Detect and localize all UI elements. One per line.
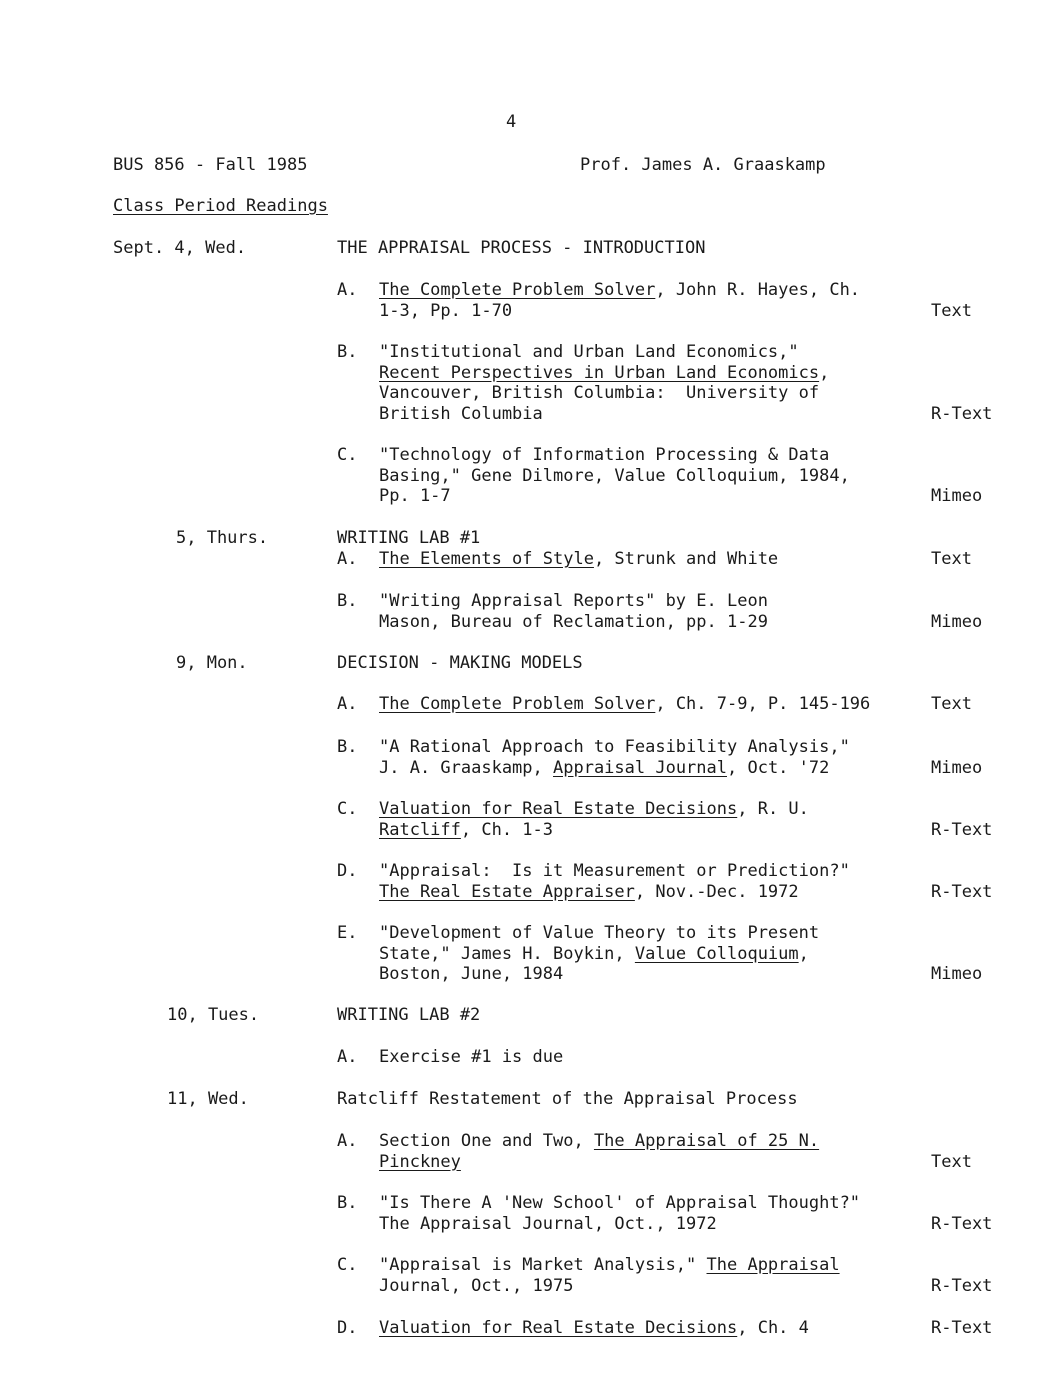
reading-type: R-Text (931, 1213, 993, 1234)
reading-type: Text (931, 300, 972, 321)
reading-type: Text (931, 1151, 972, 1172)
item-letter: C. (337, 445, 358, 465)
reading-type: Text (931, 694, 972, 714)
reading-reference (379, 923, 819, 985)
reference-text: , Ch. 7-9, P. 145-196 (655, 694, 871, 714)
reference-line (379, 861, 850, 882)
session-topic: WRITING LAB #1 (337, 528, 481, 548)
reading-type: R-Text (931, 1318, 993, 1338)
session-topic: WRITING LAB #2 (337, 1005, 481, 1025)
reference-line (379, 1152, 819, 1173)
course-title: BUS 856 - Fall 1985 (113, 155, 308, 175)
reading-reference (379, 1255, 840, 1296)
page-number: 4 (506, 112, 517, 132)
reference-line (379, 342, 829, 363)
item-letter: E. (337, 923, 358, 943)
reference-text: J. A. Graaskamp, (379, 757, 553, 778)
reference-title: The Complete Problem Solver (379, 694, 656, 714)
session-topic: DECISION - MAKING MODELS (337, 653, 583, 673)
reference-text: Exercise #1 is due (379, 1047, 564, 1067)
reading-reference (379, 549, 778, 570)
reference-text: , John R. Hayes, Ch. (655, 280, 861, 300)
reference-text: "Institutional and Urban Land Economics," (379, 342, 799, 362)
reading-reference (379, 1131, 819, 1172)
reading-type: R-Text (931, 404, 993, 425)
reference-text: State," James H. Boykin, (379, 943, 635, 964)
reference-line (379, 1214, 860, 1235)
reading-reference (379, 280, 860, 321)
section-title: Class Period Readings (113, 196, 328, 216)
reference-text: , (819, 362, 830, 383)
reference-line (379, 1193, 860, 1214)
item-letter: B. (337, 1193, 358, 1213)
reference-text: "Is There A 'New School' of Appraisal Thought?" (379, 1193, 861, 1213)
reference-title: Valuation for Real Estate Decisions (379, 1318, 738, 1338)
reference-title: The Complete Problem Solver (379, 280, 656, 300)
reference-text: , (798, 943, 809, 964)
item-letter: C. (337, 1255, 358, 1275)
reference-text: Section One and Two, (379, 1131, 594, 1151)
reading-type: Mimeo (931, 964, 983, 985)
reading-reference (379, 694, 870, 715)
reference-text: Mason, Bureau of Reclamation, pp. 1-29 (379, 611, 768, 632)
reference-line (379, 1255, 840, 1276)
item-letter: B. (337, 737, 358, 757)
reference-line (379, 591, 768, 612)
reference-text: "A Rational Approach to Feasibility Analysis," (379, 737, 850, 757)
reading-reference (379, 591, 768, 632)
reference-line (379, 466, 850, 487)
reference-line (379, 1131, 819, 1152)
session-topic: THE APPRAISAL PROCESS - INTRODUCTION (337, 238, 706, 258)
reference-text: Basing," Gene Dilmore, Value Colloquium, 1984, (379, 465, 850, 486)
reading-reference (379, 1318, 809, 1339)
reference-line (379, 799, 809, 820)
item-letter: B. (337, 591, 358, 611)
reference-line (379, 923, 819, 944)
session-date: 5, Thurs. (176, 528, 269, 548)
reference-text: "Appraisal: Is it Measurement or Prediction?" (379, 861, 850, 881)
reference-title: The Appraisal (706, 1255, 840, 1275)
reference-title: Recent Perspectives in Urban Land Economics (379, 362, 820, 383)
item-letter: D. (337, 1318, 358, 1338)
reference-title: The Real Estate Appraiser (379, 881, 635, 902)
item-letter: A. (337, 1131, 358, 1151)
reference-text: , Ch. 4 (737, 1318, 809, 1338)
reference-title: Valuation for Real Estate Decisions (379, 799, 738, 819)
professor-name: Prof. James A. Graaskamp (580, 155, 826, 175)
reference-title: Pinckney (379, 1151, 461, 1172)
reference-line (379, 1276, 840, 1297)
reference-line (379, 486, 850, 507)
reference-text: Vancouver, British Columbia: University of (379, 383, 820, 404)
reading-type: Mimeo (931, 611, 983, 632)
reference-line (379, 737, 850, 758)
reference-line (379, 404, 829, 425)
reading-reference (379, 861, 850, 902)
item-letter: A. (337, 694, 358, 714)
reference-line (379, 1318, 809, 1339)
reference-text: "Writing Appraisal Reports" by E. Leon (379, 591, 768, 611)
reference-title: Appraisal Journal (553, 757, 727, 778)
reference-line (379, 944, 819, 965)
session-topic: Ratcliff Restatement of the Appraisal Process (337, 1089, 798, 1109)
reference-line (379, 301, 860, 322)
reading-type: R-Text (931, 1275, 993, 1296)
reference-text: Boston, June, 1984 (379, 964, 564, 985)
reading-type: R-Text (931, 819, 993, 840)
reading-type: Mimeo (931, 486, 983, 507)
reference-line (379, 612, 768, 633)
item-letter: C. (337, 799, 358, 819)
reference-text: Pp. 1-7 (379, 486, 451, 507)
reference-text: The Appraisal Journal, Oct., 1972 (379, 1213, 717, 1234)
session-date: Sept. 4, Wed. (113, 238, 247, 258)
reference-title: Value Colloquium (634, 943, 799, 964)
session-date: 11, Wed. (167, 1089, 249, 1109)
reference-line (379, 1047, 563, 1068)
reading-reference (379, 1193, 860, 1234)
reading-type: R-Text (931, 881, 993, 902)
reference-line (379, 549, 778, 570)
reference-line (379, 445, 850, 466)
reading-reference (379, 342, 829, 425)
session-date: 10, Tues. (167, 1005, 260, 1025)
reference-text: , Oct. '72 (727, 757, 830, 778)
reference-text: , Nov.-Dec. 1972 (634, 881, 799, 902)
reference-title: The Appraisal of 25 N. (593, 1131, 820, 1151)
reference-line (379, 882, 850, 903)
reference-text: "Technology of Information Processing & Data (379, 445, 830, 465)
reference-line (379, 820, 809, 841)
reading-type: Text (931, 549, 972, 569)
reference-title: The Elements of Style (379, 549, 594, 569)
reference-line (379, 694, 870, 715)
reading-reference (379, 1047, 563, 1068)
item-letter: A. (337, 549, 358, 569)
reading-reference (379, 445, 850, 507)
reference-line (379, 363, 829, 384)
reference-text: "Development of Value Theory to its Present (379, 923, 820, 943)
item-letter: A. (337, 280, 358, 300)
reading-reference (379, 799, 809, 840)
reference-text: , R. U. (737, 799, 809, 819)
item-letter: B. (337, 342, 358, 362)
item-letter: D. (337, 861, 358, 881)
reference-title: Ratcliff (379, 819, 461, 840)
item-letter: A. (337, 1047, 358, 1067)
reference-line (379, 383, 829, 404)
reference-text: British Columbia (379, 404, 543, 425)
reference-line (379, 280, 860, 301)
reference-line (379, 758, 850, 779)
reading-reference (379, 737, 850, 778)
reference-text: , Strunk and White (593, 549, 779, 569)
reference-text: , Ch. 1-3 (460, 819, 554, 840)
reference-line (379, 964, 819, 985)
reference-text: Journal, Oct., 1975 (379, 1275, 574, 1296)
reference-text: "Appraisal is Market Analysis," (379, 1255, 707, 1275)
session-date: 9, Mon. (176, 653, 248, 673)
reference-text: 1-3, Pp. 1-70 (379, 300, 513, 321)
reading-type: Mimeo (931, 757, 983, 778)
